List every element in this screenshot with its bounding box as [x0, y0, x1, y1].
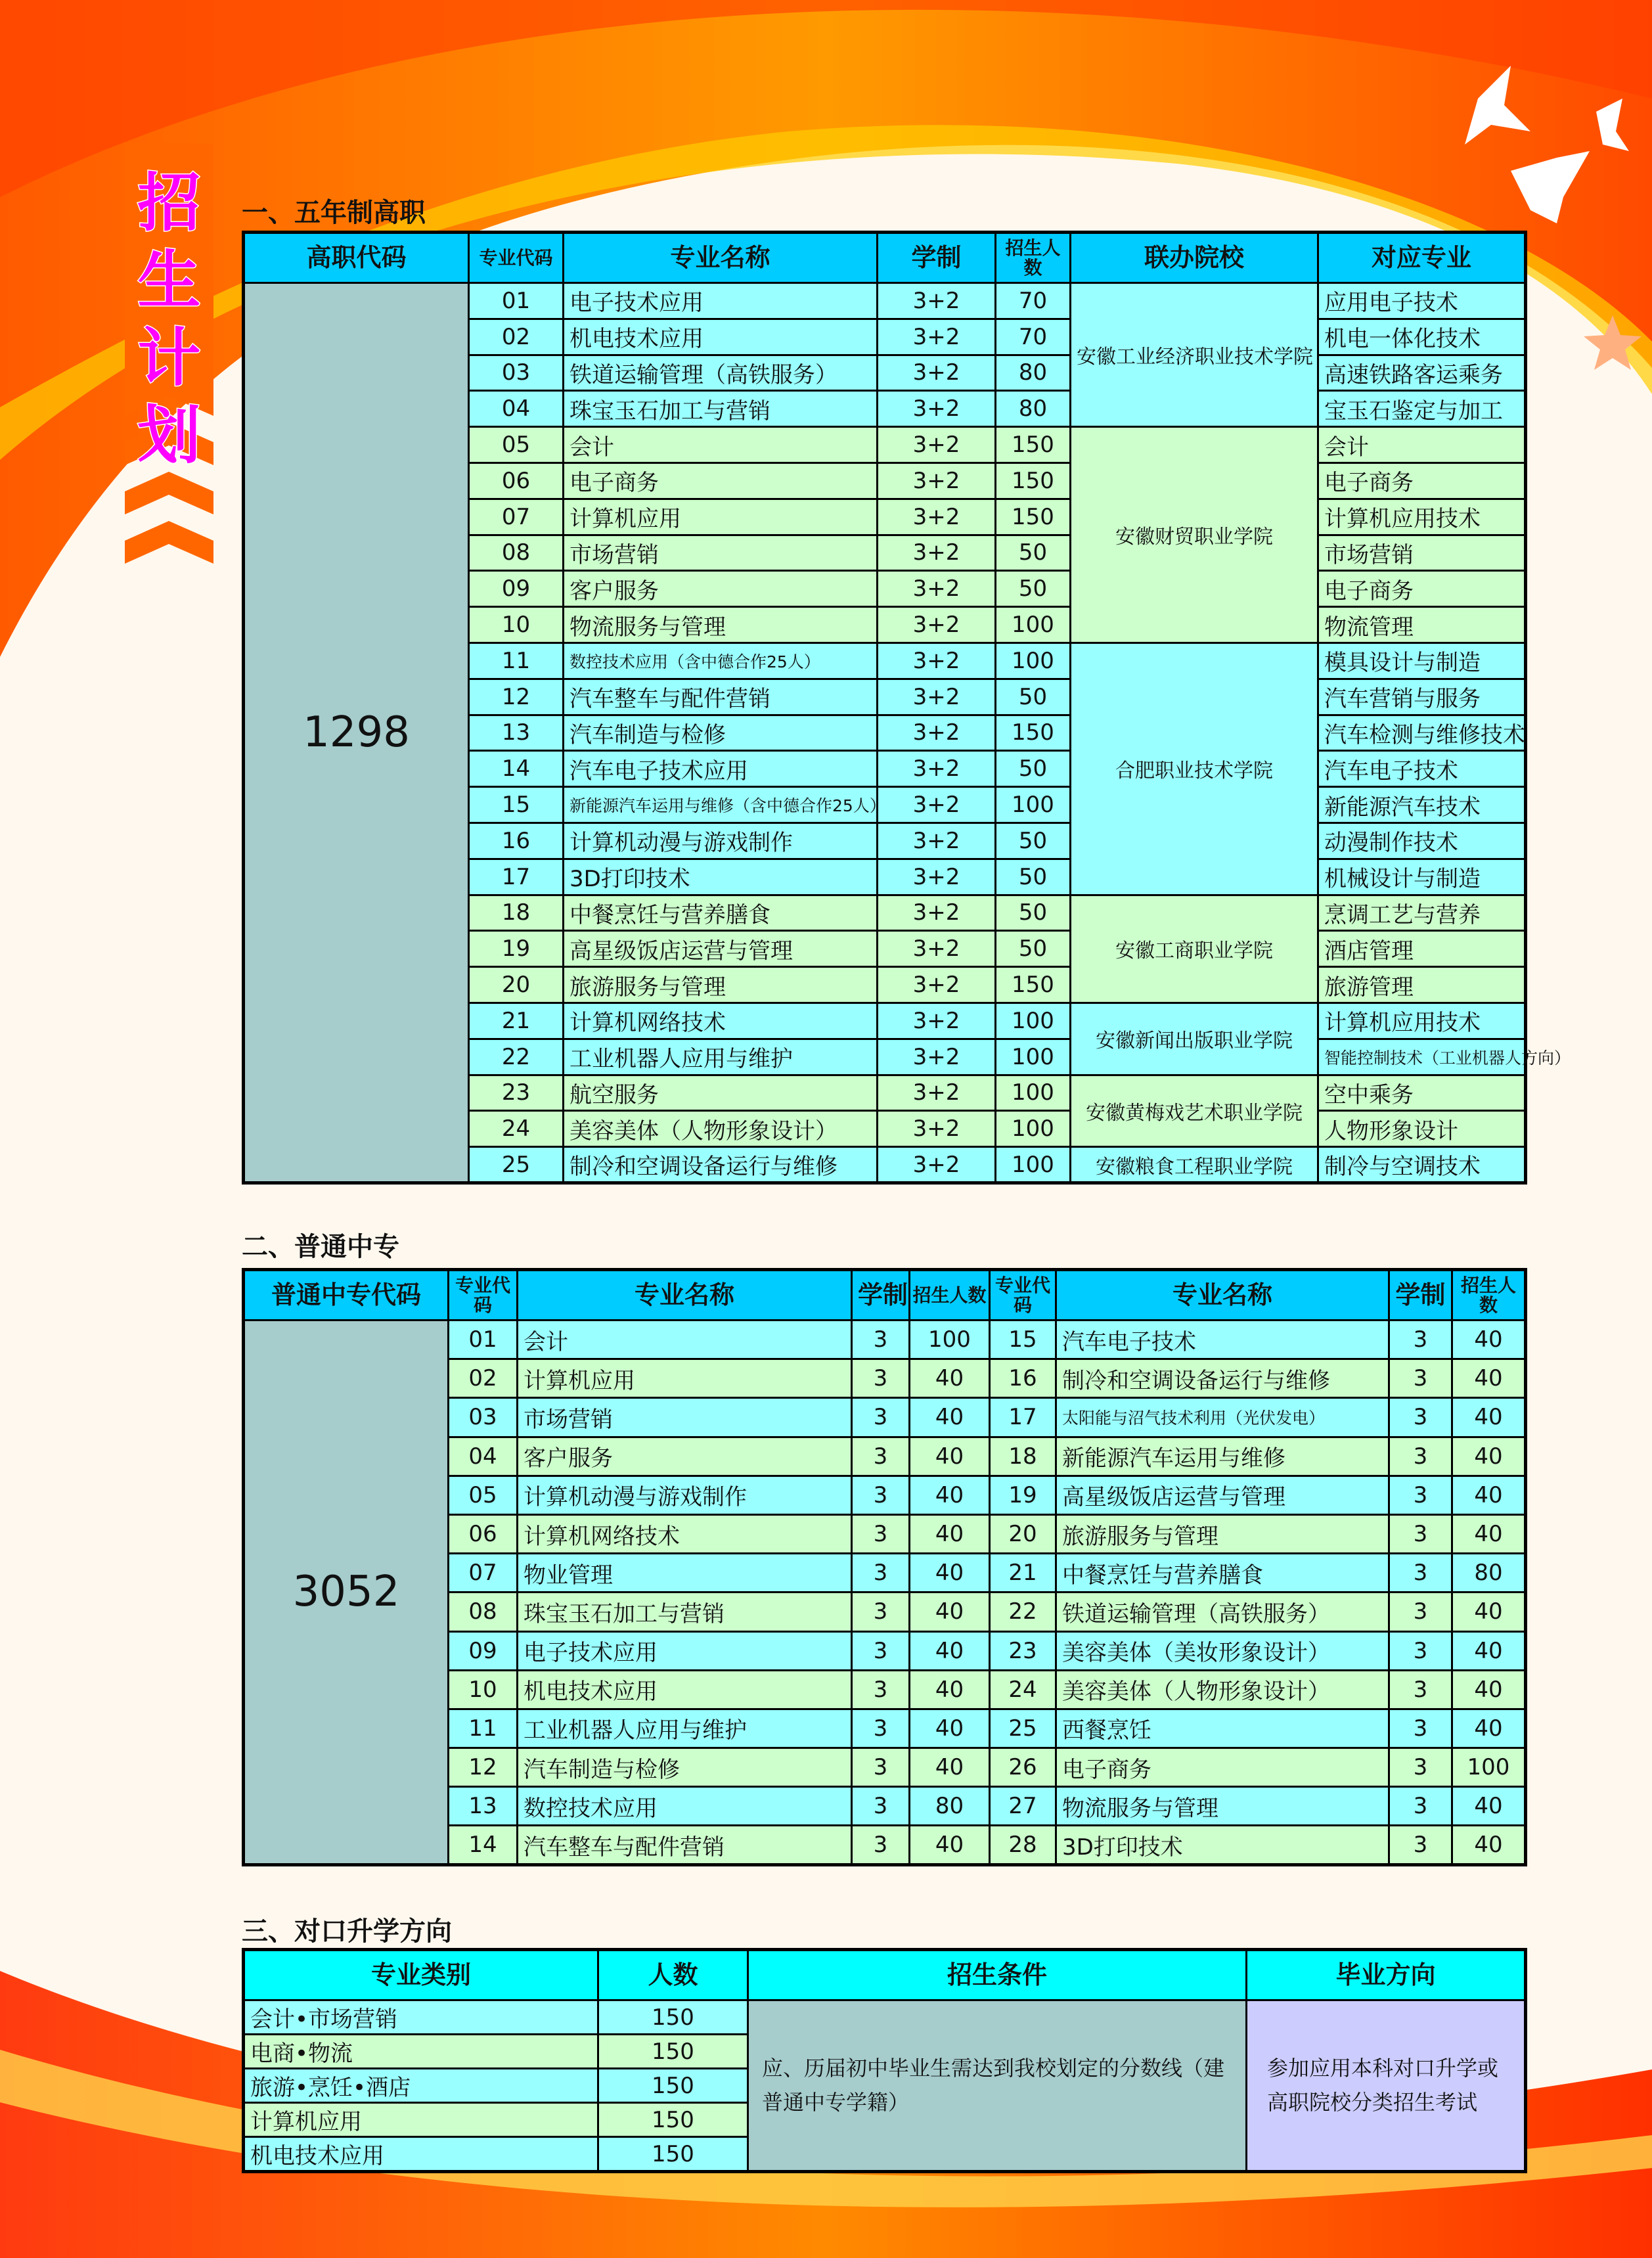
- duration: 3+2: [878, 967, 996, 1003]
- partner-school: 安徽新闻出版职业学院: [1071, 1003, 1318, 1075]
- duration: 3+2: [878, 751, 996, 787]
- enrollment: 40: [1452, 1709, 1526, 1748]
- enrollment: 100: [996, 1003, 1071, 1039]
- major-name: 中餐烹饪与营养膳食: [1056, 1554, 1389, 1592]
- duration: 3: [1389, 1709, 1452, 1748]
- major-code: 05: [469, 427, 564, 463]
- target-major: 汽车检测与维修技术: [1318, 715, 1526, 751]
- major-name: 汽车整车与配件营销: [518, 1826, 852, 1864]
- major-code: 23: [469, 1075, 564, 1111]
- enrollment: 40: [1452, 1514, 1526, 1553]
- target-major: 电子商务: [1318, 463, 1526, 499]
- major-name: 数控技术应用（含中德合作25人）: [564, 643, 878, 679]
- target-major: 宝玉石鉴定与加工: [1318, 391, 1526, 427]
- duration: 3: [1389, 1359, 1452, 1398]
- enrollment: 40: [910, 1359, 990, 1398]
- target-major: 应用电子技术: [1318, 283, 1526, 319]
- target-major: 计算机应用技术: [1318, 499, 1526, 535]
- enrollment: 50: [996, 823, 1071, 859]
- table-row: [244, 1321, 1526, 1359]
- major-category: 旅游•烹饪•酒店: [244, 2069, 598, 2103]
- partner-school: 安徽工业经济职业技术学院: [1071, 283, 1318, 427]
- major-code: 24: [990, 1670, 1056, 1709]
- duration: 3: [852, 1321, 910, 1359]
- duration: 3: [852, 1514, 910, 1553]
- duration: 3: [852, 1748, 910, 1787]
- enrollment: 40: [1452, 1670, 1526, 1709]
- table-header-row: [244, 1270, 1526, 1321]
- major-name: 铁道运输管理（高铁服务）: [1056, 1592, 1389, 1631]
- target-major: 机械设计与制造: [1318, 859, 1526, 895]
- target-major: 会计: [1318, 427, 1526, 463]
- enrollment: 40: [1452, 1592, 1526, 1631]
- column-header: 招生人数: [1452, 1270, 1526, 1321]
- target-major: 酒店管理: [1318, 931, 1526, 967]
- duration: 3: [1389, 1514, 1452, 1553]
- major-name: 物流服务与管理: [1056, 1787, 1389, 1826]
- duration: 3: [852, 1826, 910, 1864]
- section1-title: 一、五年制高职: [242, 198, 426, 228]
- duration: 3: [852, 1476, 910, 1514]
- column-header: 人数: [598, 1950, 748, 2000]
- major-name: 高星级饭店运营与管理: [564, 931, 878, 967]
- major-code: 17: [469, 859, 564, 895]
- program-code: 1298: [244, 283, 469, 1183]
- enrollment: 150: [598, 2103, 748, 2137]
- major-code: 16: [990, 1359, 1056, 1398]
- major-code: 02: [469, 319, 564, 355]
- enrollment: 100: [996, 607, 1071, 643]
- graduation-direction: 参加应用本科对口升学或高职院校分类招生考试: [1247, 2000, 1526, 2172]
- column-header: 专业代码: [469, 233, 564, 283]
- major-name: 汽车制造与检修: [518, 1748, 852, 1787]
- major-code: 09: [449, 1631, 518, 1670]
- enrollment: 40: [910, 1554, 990, 1592]
- major-code: 17: [990, 1398, 1056, 1437]
- enrollment: 150: [996, 463, 1071, 499]
- enrollment: 80: [910, 1787, 990, 1826]
- major-name: 客户服务: [518, 1437, 852, 1476]
- major-code: 25: [469, 1147, 564, 1183]
- duration: 3+2: [878, 823, 996, 859]
- major-name: 机电技术应用: [518, 1670, 852, 1709]
- major-name: 工业机器人应用与维护: [564, 1039, 878, 1075]
- duration: 3+2: [878, 391, 996, 427]
- duration: 3+2: [878, 427, 996, 463]
- partner-school: 安徽工商职业学院: [1071, 895, 1318, 1003]
- column-header: 招生人数: [996, 233, 1071, 283]
- major-code: 13: [469, 715, 564, 751]
- major-name: 铁道运输管理（高铁服务）: [564, 355, 878, 391]
- major-name: 电子技术应用: [518, 1631, 852, 1670]
- program-code: 3052: [244, 1321, 449, 1865]
- duration: 3: [1389, 1476, 1452, 1514]
- major-name: 数控技术应用: [518, 1787, 852, 1826]
- major-name: 中餐烹饪与营养膳食: [564, 895, 878, 931]
- major-name: 汽车电子技术: [1056, 1321, 1389, 1359]
- duration: 3: [1389, 1554, 1452, 1592]
- enrollment: 40: [1452, 1631, 1526, 1670]
- duration: 3: [852, 1709, 910, 1748]
- column-header: 专业名称: [564, 233, 878, 283]
- enrollment: 150: [598, 2137, 748, 2172]
- duration: 3: [852, 1670, 910, 1709]
- major-code: 21: [990, 1554, 1056, 1592]
- enrollment: 40: [1452, 1826, 1526, 1864]
- enrollment: 40: [1452, 1787, 1526, 1826]
- target-major: 汽车电子技术: [1318, 751, 1526, 787]
- column-header: 专业代码: [449, 1270, 518, 1321]
- major-code: 26: [990, 1748, 1056, 1787]
- target-major: 物流管理: [1318, 607, 1526, 643]
- major-code: 25: [990, 1709, 1056, 1748]
- target-major: 计算机应用技术: [1318, 1003, 1526, 1039]
- column-header: 对应专业: [1318, 233, 1526, 283]
- target-major: 旅游管理: [1318, 967, 1526, 1003]
- major-name: 计算机网络技术: [518, 1514, 852, 1553]
- enrollment: 40: [910, 1592, 990, 1631]
- enrollment: 100: [996, 1147, 1071, 1183]
- section2-title: 二、普通中专: [242, 1232, 399, 1262]
- major-code: 14: [449, 1826, 518, 1864]
- major-code: 18: [990, 1437, 1056, 1476]
- secondary-program-table: [242, 1268, 1527, 1866]
- major-name: 市场营销: [564, 535, 878, 571]
- duration: 3: [852, 1554, 910, 1592]
- enrollment: 40: [910, 1631, 990, 1670]
- enrollment: 80: [996, 355, 1071, 391]
- table-header-row: [244, 233, 1526, 283]
- enrollment: 150: [598, 2069, 748, 2103]
- target-major: 电子商务: [1318, 571, 1526, 607]
- duration: 3: [1389, 1826, 1452, 1864]
- target-major: 机电一体化技术: [1318, 319, 1526, 355]
- enrollment: 100: [1452, 1748, 1526, 1787]
- enrollment: 150: [996, 715, 1071, 751]
- major-code: 23: [990, 1631, 1056, 1670]
- major-category: 计算机应用: [244, 2103, 598, 2137]
- duration: 3+2: [878, 283, 996, 319]
- major-name: 汽车制造与检修: [564, 715, 878, 751]
- major-name: 旅游服务与管理: [1056, 1514, 1389, 1553]
- enrollment: 50: [996, 571, 1071, 607]
- duration: 3+2: [878, 1075, 996, 1111]
- major-name: 珠宝玉石加工与营销: [518, 1592, 852, 1631]
- major-code: 09: [469, 571, 564, 607]
- major-name: 旅游服务与管理: [564, 967, 878, 1003]
- duration: 3+2: [878, 1147, 996, 1183]
- major-code: 11: [469, 643, 564, 679]
- enrollment: 80: [1452, 1554, 1526, 1592]
- enrollment: 100: [996, 643, 1071, 679]
- admission-condition: 应、历届初中毕业生需达到我校划定的分数线（建普通中专学籍）: [748, 2000, 1247, 2172]
- column-header: 普通中专代码: [244, 1270, 449, 1321]
- partner-school: 安徽财贸职业学院: [1071, 427, 1318, 643]
- major-code: 01: [469, 283, 564, 319]
- major-code: 16: [469, 823, 564, 859]
- duration: 3+2: [878, 643, 996, 679]
- enrollment: 40: [910, 1514, 990, 1553]
- duration: 3+2: [878, 931, 996, 967]
- duration: 3+2: [878, 535, 996, 571]
- table-row: [244, 2000, 1526, 2035]
- major-code: 11: [449, 1709, 518, 1748]
- enrollment: 50: [996, 859, 1071, 895]
- enrollment: 50: [996, 895, 1071, 931]
- five-year-program-table: [242, 231, 1571, 1185]
- major-code: 10: [449, 1670, 518, 1709]
- major-category: 会计•市场营销: [244, 2000, 598, 2035]
- enrollment: 150: [598, 2000, 748, 2035]
- column-header: 专业名称: [518, 1270, 852, 1321]
- major-code: 20: [990, 1514, 1056, 1553]
- column-header: 招生条件: [748, 1950, 1247, 2000]
- major-code: 06: [449, 1514, 518, 1553]
- target-major: 智能控制技术（工业机器人方向）: [1318, 1039, 1526, 1075]
- major-name: 电子商务: [1056, 1748, 1389, 1787]
- duration: 3: [1389, 1787, 1452, 1826]
- enrollment: 40: [1452, 1359, 1526, 1398]
- target-major: 烹调工艺与营养: [1318, 895, 1526, 931]
- duration: 3+2: [878, 319, 996, 355]
- enrollment: 70: [996, 283, 1071, 319]
- duration: 3: [1389, 1398, 1452, 1437]
- major-name: 市场营销: [518, 1398, 852, 1437]
- partner-school: 合肥职业技术学院: [1071, 643, 1318, 895]
- enrollment: 40: [910, 1437, 990, 1476]
- major-name: 西餐烹饪: [1056, 1709, 1389, 1748]
- column-header: 招生人数: [910, 1270, 990, 1321]
- target-major: 市场营销: [1318, 535, 1526, 571]
- major-code: 07: [469, 499, 564, 535]
- major-name: 汽车电子技术应用: [564, 751, 878, 787]
- major-name: 汽车整车与配件营销: [564, 679, 878, 715]
- major-name: 制冷和空调设备运行与维修: [1056, 1359, 1389, 1398]
- enrollment: 40: [910, 1476, 990, 1514]
- enrollment: 40: [910, 1670, 990, 1709]
- duration: 3+2: [878, 859, 996, 895]
- major-code: 21: [469, 1003, 564, 1039]
- column-header: 专业代码: [990, 1270, 1056, 1321]
- major-code: 01: [449, 1321, 518, 1359]
- enrollment: 150: [996, 499, 1071, 535]
- major-code: 22: [469, 1039, 564, 1075]
- duration: 3: [852, 1398, 910, 1437]
- enrollment: 150: [996, 427, 1071, 463]
- duration: 3+2: [878, 679, 996, 715]
- target-major: 空中乘务: [1318, 1075, 1526, 1111]
- enrollment: 40: [910, 1826, 990, 1864]
- enrollment: 40: [910, 1748, 990, 1787]
- major-name: 物业管理: [518, 1554, 852, 1592]
- duration: 3+2: [878, 895, 996, 931]
- duration: 3: [1389, 1321, 1452, 1359]
- major-name: 美容美体（人物形象设计）: [1056, 1670, 1389, 1709]
- major-code: 14: [469, 751, 564, 787]
- major-code: 05: [449, 1476, 518, 1514]
- enrollment: 40: [910, 1709, 990, 1748]
- enrollment: 150: [996, 967, 1071, 1003]
- major-name: 计算机应用: [518, 1359, 852, 1398]
- major-code: 07: [449, 1554, 518, 1592]
- duration: 3: [1389, 1748, 1452, 1787]
- further-study-table: [242, 1948, 1527, 2173]
- column-header: 高职代码: [244, 233, 469, 283]
- target-major: 高速铁路客运乘务: [1318, 355, 1526, 391]
- major-code: 10: [469, 607, 564, 643]
- column-header: 学制: [1389, 1270, 1452, 1321]
- duration: 3: [1389, 1592, 1452, 1631]
- major-name: 高星级饭店运营与管理: [1056, 1476, 1389, 1514]
- duration: 3+2: [878, 1003, 996, 1039]
- major-code: 24: [469, 1111, 564, 1147]
- duration: 3+2: [878, 355, 996, 391]
- major-name: 计算机动漫与游戏制作: [564, 823, 878, 859]
- major-name: 航空服务: [564, 1075, 878, 1111]
- duration: 3: [852, 1631, 910, 1670]
- major-name: 珠宝玉石加工与营销: [564, 391, 878, 427]
- major-name: 计算机动漫与游戏制作: [518, 1476, 852, 1514]
- enrollment: 100: [996, 1075, 1071, 1111]
- column-header: 专业类别: [244, 1950, 598, 2000]
- enrollment: 100: [996, 1039, 1071, 1075]
- enrollment: 40: [910, 1398, 990, 1437]
- major-name: 会计: [518, 1321, 852, 1359]
- major-code: 20: [469, 967, 564, 1003]
- column-header: 毕业方向: [1247, 1950, 1526, 2000]
- enrollment: 100: [996, 787, 1071, 823]
- target-major: 模具设计与制造: [1318, 643, 1526, 679]
- partner-school: 安徽黄梅戏艺术职业学院: [1071, 1075, 1318, 1147]
- duration: 3+2: [878, 499, 996, 535]
- duration: 3: [852, 1592, 910, 1631]
- partner-school: 安徽粮食工程职业学院: [1071, 1147, 1318, 1183]
- enrollment: 50: [996, 751, 1071, 787]
- enrollment: 80: [996, 391, 1071, 427]
- enrollment: 40: [1452, 1437, 1526, 1476]
- major-name: 美容美体（美妆形象设计）: [1056, 1631, 1389, 1670]
- major-code: 27: [990, 1787, 1056, 1826]
- column-header: 学制: [852, 1270, 910, 1321]
- major-code: 06: [469, 463, 564, 499]
- major-code: 19: [990, 1476, 1056, 1514]
- column-header: 联办院校: [1071, 233, 1318, 283]
- major-code: 18: [469, 895, 564, 931]
- duration: 3: [852, 1787, 910, 1826]
- major-name: 工业机器人应用与维护: [518, 1709, 852, 1748]
- major-code: 04: [449, 1437, 518, 1476]
- major-name: 制冷和空调设备运行与维修: [564, 1147, 878, 1183]
- duration: 3: [1389, 1631, 1452, 1670]
- duration: 3+2: [878, 787, 996, 823]
- major-name: 电子技术应用: [564, 283, 878, 319]
- duration: 3+2: [878, 715, 996, 751]
- major-code: 19: [469, 931, 564, 967]
- target-major: 制冷与空调技术: [1318, 1147, 1526, 1183]
- major-name: 物流服务与管理: [564, 607, 878, 643]
- major-category: 机电技术应用: [244, 2137, 598, 2172]
- duration: 3: [1389, 1437, 1452, 1476]
- major-name: 计算机应用: [564, 499, 878, 535]
- enrollment: 50: [996, 931, 1071, 967]
- major-code: 15: [990, 1321, 1056, 1359]
- enrollment: 100: [996, 1111, 1071, 1147]
- major-name: 机电技术应用: [564, 319, 878, 355]
- column-header: 专业名称: [1056, 1270, 1389, 1321]
- enrollment: 100: [910, 1321, 990, 1359]
- duration: 3+2: [878, 607, 996, 643]
- major-name: 客户服务: [564, 571, 878, 607]
- major-name: 3D打印技术: [564, 859, 878, 895]
- table-header-row: [244, 1950, 1526, 2000]
- banner-title: 招生计划: [137, 166, 201, 472]
- duration: 3: [1389, 1670, 1452, 1709]
- enrollment: 40: [1452, 1398, 1526, 1437]
- major-name: 计算机网络技术: [564, 1003, 878, 1039]
- enrollment: 150: [598, 2035, 748, 2069]
- enrollment: 40: [1452, 1321, 1526, 1359]
- duration: 3+2: [878, 463, 996, 499]
- major-code: 13: [449, 1787, 518, 1826]
- major-code: 02: [449, 1359, 518, 1398]
- duration: 3+2: [878, 1111, 996, 1147]
- major-name: 太阳能与沼气技术利用（光伏发电）: [1056, 1398, 1389, 1437]
- major-name: 会计: [564, 427, 878, 463]
- major-code: 15: [469, 787, 564, 823]
- section3-title: 三、对口升学方向: [242, 1916, 452, 1947]
- target-major: 汽车营销与服务: [1318, 679, 1526, 715]
- enrollment: 50: [996, 679, 1071, 715]
- target-major: 人物形象设计: [1318, 1111, 1526, 1147]
- column-header: 学制: [878, 233, 996, 283]
- major-category: 电商•物流: [244, 2035, 598, 2069]
- target-major: 新能源汽车技术: [1318, 787, 1526, 823]
- major-name: 3D打印技术: [1056, 1826, 1389, 1864]
- major-code: 08: [449, 1592, 518, 1631]
- major-code: 08: [469, 535, 564, 571]
- enrollment: 50: [996, 535, 1071, 571]
- major-name: 新能源汽车运用与维修: [1056, 1437, 1389, 1476]
- major-code: 22: [990, 1592, 1056, 1631]
- table-row: [244, 283, 1526, 319]
- duration: 3: [852, 1437, 910, 1476]
- duration: 3+2: [878, 1039, 996, 1075]
- major-code: 12: [449, 1748, 518, 1787]
- major-code: 03: [449, 1398, 518, 1437]
- duration: 3: [852, 1359, 910, 1398]
- major-code: 04: [469, 391, 564, 427]
- major-code: 03: [469, 355, 564, 391]
- major-name: 美容美体（人物形象设计）: [564, 1111, 878, 1147]
- major-name: 新能源汽车运用与维修（含中德合作25人）: [564, 787, 878, 823]
- enrollment: 70: [996, 319, 1071, 355]
- duration: 3+2: [878, 571, 996, 607]
- enrollment: 40: [1452, 1476, 1526, 1514]
- major-name: 电子商务: [564, 463, 878, 499]
- target-major: 动漫制作技术: [1318, 823, 1526, 859]
- major-code: 12: [469, 679, 564, 715]
- major-code: 28: [990, 1826, 1056, 1864]
